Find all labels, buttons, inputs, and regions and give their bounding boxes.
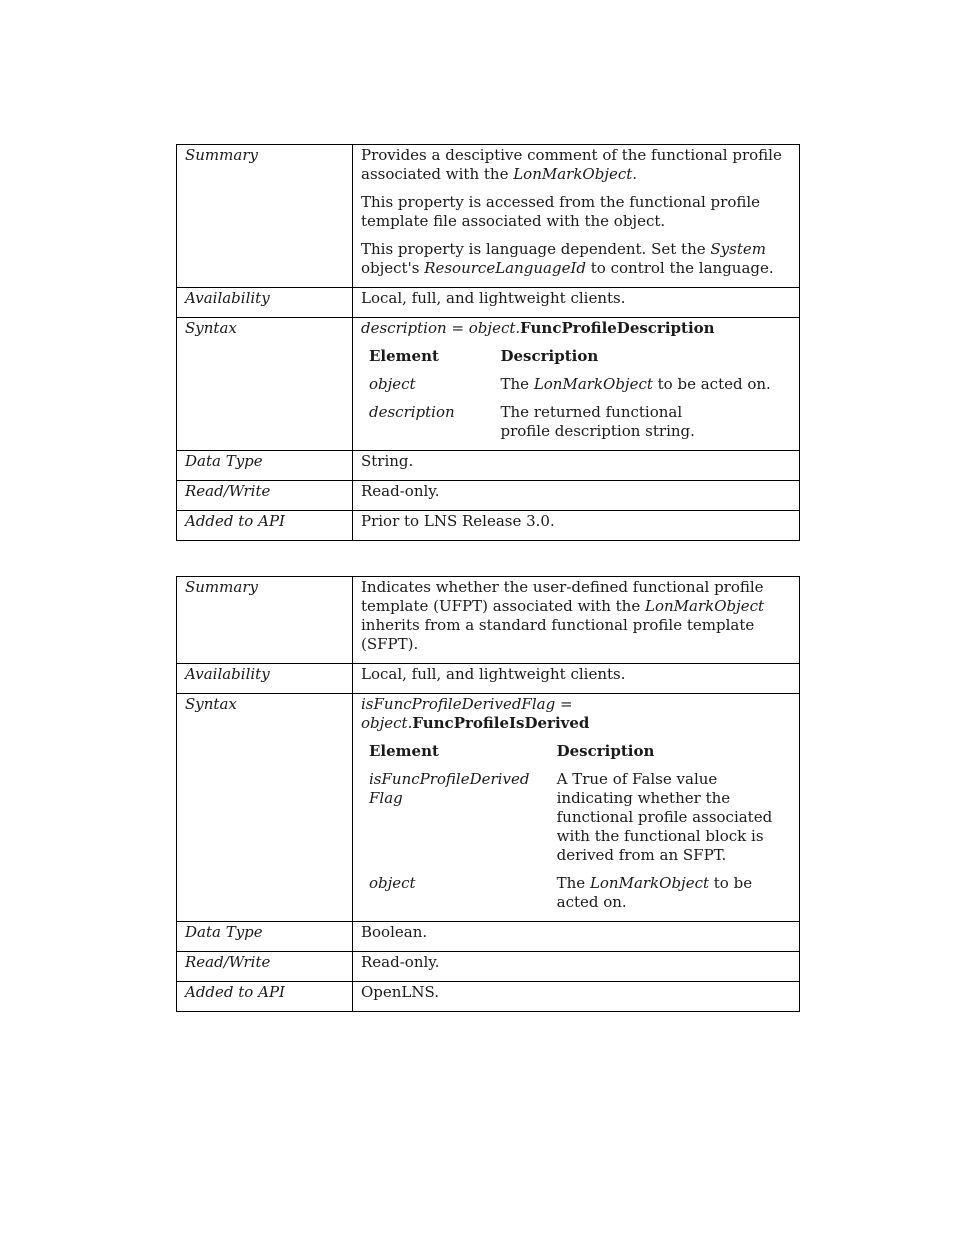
description-header: Description xyxy=(556,742,655,760)
summary-row xyxy=(177,145,800,288)
property-table-func-profile-is-derived xyxy=(176,576,800,1012)
element-description: The LonMarkObject to be acted on. xyxy=(556,874,753,911)
data-type-value: Boolean. xyxy=(353,922,800,952)
element-header: Element xyxy=(369,347,439,365)
summary-row xyxy=(177,577,800,664)
syntax-statement: isFuncProfileDerivedFlag = object.FuncProfileIsDerived xyxy=(361,695,590,732)
summary-paragraph: Indicates whether the user-defined functional profile template (UFPT) associated with the LonMarkObject inherits from a standard functional profile template (SFPT). xyxy=(361,578,765,653)
added-to-api-value: OpenLNS. xyxy=(353,982,800,1012)
table-row xyxy=(361,770,791,874)
data-type-label: Data Type xyxy=(177,451,353,481)
summary-label: Summary xyxy=(177,577,353,664)
element-name: isFuncProfileDerivedFlag xyxy=(369,770,530,807)
description-header: Description xyxy=(500,347,599,365)
availability-label: Availability xyxy=(177,664,353,694)
element-description: The LonMarkObject to be acted on. xyxy=(500,375,771,393)
summary-content xyxy=(353,145,800,288)
added-to-api-label: Added to API xyxy=(177,511,353,541)
added-to-api-label: Added to API xyxy=(177,982,353,1012)
property-table-func-profile-description xyxy=(176,144,800,541)
syntax-label: Syntax xyxy=(177,318,353,451)
element-description: The returned functional profile description string. xyxy=(500,403,695,440)
read-write-value: Read-only. xyxy=(353,952,800,982)
data-type-value: String. xyxy=(353,451,800,481)
summary-paragraph: Provides a desciptive comment of the functional profile associated with the LonMarkObject. xyxy=(361,146,782,183)
read-write-row xyxy=(177,952,800,982)
element-description: A True of False value indicating whether the functional profile associated with the functional block is derived from an SFPT. xyxy=(556,770,773,864)
element-name: object xyxy=(369,874,416,892)
syntax-content xyxy=(353,318,800,451)
summary-paragraph: This property is accessed from the functional profile template file associated with the object. xyxy=(361,193,761,230)
read-write-row xyxy=(177,481,800,511)
read-write-value: Read-only. xyxy=(353,481,800,511)
read-write-label: Read/Write xyxy=(177,952,353,982)
syntax-row xyxy=(177,318,800,451)
table-row xyxy=(361,375,791,403)
availability-value: Local, full, and lightweight clients. xyxy=(353,664,800,694)
element-header: Element xyxy=(369,742,439,760)
availability-row xyxy=(177,288,800,318)
element-name: description xyxy=(369,403,455,421)
availability-value: Local, full, and lightweight clients. xyxy=(353,288,800,318)
data-type-row xyxy=(177,922,800,952)
summary-paragraph: This property is language dependent. Set the System object's ResourceLanguageId to control the language. xyxy=(361,240,774,277)
added-to-api-value: Prior to LNS Release 3.0. xyxy=(353,511,800,541)
availability-label: Availability xyxy=(177,288,353,318)
data-type-label: Data Type xyxy=(177,922,353,952)
table-row xyxy=(361,874,791,912)
availability-row xyxy=(177,664,800,694)
summary-content xyxy=(353,577,800,664)
element-name: object xyxy=(369,375,416,393)
syntax-element-table xyxy=(361,347,791,441)
table-row xyxy=(361,403,791,441)
syntax-element-table xyxy=(361,742,791,912)
read-write-label: Read/Write xyxy=(177,481,353,511)
summary-label: Summary xyxy=(177,145,353,288)
added-to-api-row xyxy=(177,511,800,541)
syntax-label: Syntax xyxy=(177,694,353,922)
syntax-content xyxy=(353,694,800,922)
data-type-row xyxy=(177,451,800,481)
syntax-statement: description = object.FuncProfileDescription xyxy=(361,319,715,337)
syntax-row xyxy=(177,694,800,922)
added-to-api-row xyxy=(177,982,800,1012)
